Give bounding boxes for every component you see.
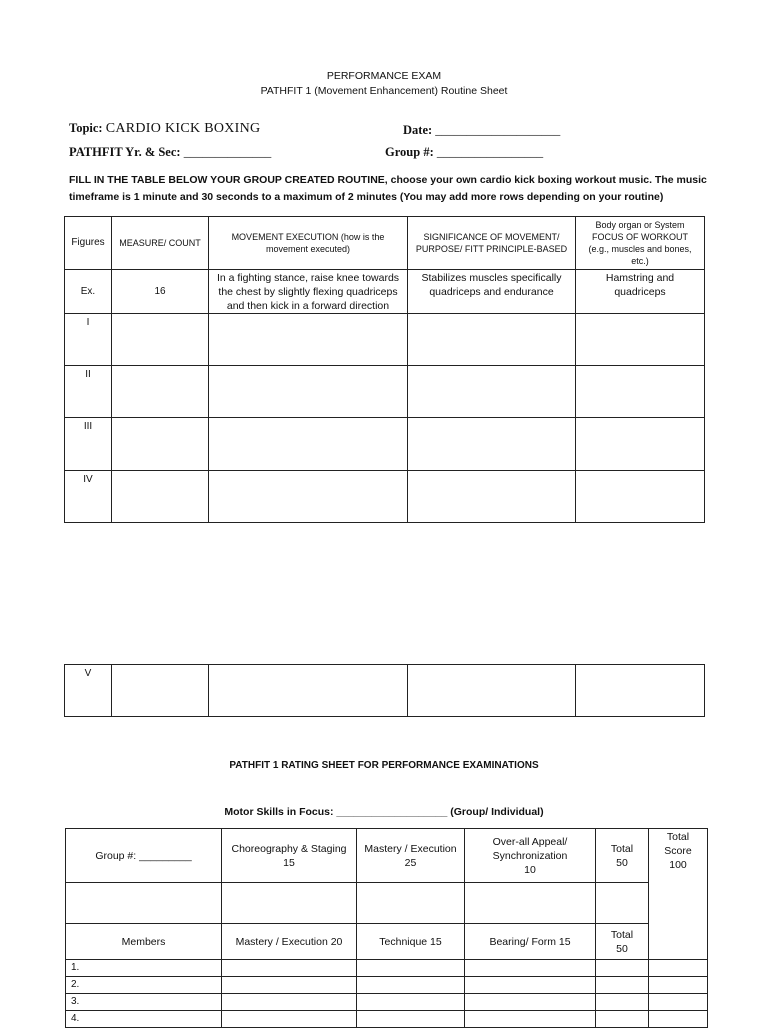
- routine-header-row: [65, 217, 705, 270]
- topic-field: [69, 121, 260, 137]
- rating-header-row: [66, 829, 708, 883]
- table-cell: [596, 960, 649, 977]
- table-cell: [112, 314, 209, 366]
- members-header: Members: [66, 924, 222, 960]
- total-score-points: 100: [669, 859, 687, 871]
- exam-title: PERFORMANCE EXAM: [326, 70, 442, 82]
- member-number: 1.: [66, 960, 222, 977]
- members-header-row: [66, 924, 708, 960]
- table-cell: [408, 418, 576, 471]
- header-significance: SIGNIFICANCE OF MOVEMENT/ PURPOSE/ FITT PRINCIPLE-BASED: [408, 217, 576, 270]
- choreography-header: [222, 829, 357, 883]
- choreography-label: Choreography & Staging: [231, 842, 347, 855]
- table-cell: [222, 883, 357, 924]
- table-cell: [465, 960, 596, 977]
- choreography-points: 15: [283, 856, 295, 869]
- example-count: 16: [112, 270, 209, 314]
- table-row: [65, 471, 705, 523]
- member-number: 4.: [66, 1011, 222, 1028]
- table-row: [66, 994, 708, 1011]
- table-cell: [576, 471, 705, 523]
- bearing-header: Bearing/ Form 15: [465, 924, 596, 960]
- figure-label: V: [65, 665, 112, 717]
- table-cell: [209, 418, 408, 471]
- table-cell: [408, 471, 576, 523]
- table-cell: [465, 1011, 596, 1028]
- table-cell: [649, 960, 708, 977]
- yr-sec-field: [69, 145, 271, 160]
- rating-table: [65, 828, 708, 1028]
- instructions-line-2: timeframe is 1 minute and 30 seconds to a maximum of 2 minutes (You may add more rows depending on your routine): [69, 191, 664, 203]
- table-cell: [222, 960, 357, 977]
- instructions: [69, 172, 709, 206]
- motor-skills-label: Motor Skills in Focus: ___________________ (Group/ Individual): [224, 806, 544, 818]
- group-field: [385, 145, 543, 160]
- table-row: [65, 418, 705, 471]
- table-cell: [576, 665, 705, 717]
- table-cell: [357, 960, 465, 977]
- figure-label: IV: [65, 471, 112, 523]
- table-cell: [357, 977, 465, 994]
- total-score-label: Total Score: [664, 831, 692, 857]
- table-row: [66, 977, 708, 994]
- table-row: [65, 366, 705, 418]
- figure-label: II: [65, 366, 112, 418]
- date-blank: ____________________: [435, 123, 561, 137]
- figure-label: III: [65, 418, 112, 471]
- group-number-cell: Group #: _________: [66, 829, 222, 883]
- table-cell: [66, 883, 222, 924]
- date-field: [403, 123, 560, 138]
- table-cell: [209, 314, 408, 366]
- table-cell: [596, 977, 649, 994]
- example-figure: Ex.: [65, 270, 112, 314]
- table-cell: [576, 314, 705, 366]
- mastery-header: [357, 829, 465, 883]
- table-row: [65, 314, 705, 366]
- yr-sec-blank: ______________: [183, 145, 272, 159]
- header-figures: Figures: [65, 217, 112, 270]
- technique-header: Technique 15: [357, 924, 465, 960]
- table-cell: [357, 1011, 465, 1028]
- group-blank: _________________: [436, 145, 544, 159]
- table-cell: [649, 1011, 708, 1028]
- table-cell: [112, 366, 209, 418]
- header-organ-line-3: (e.g., muscles and bones, etc.): [588, 244, 692, 266]
- mastery-20-header: Mastery / Execution 20: [222, 924, 357, 960]
- total-header: [596, 829, 649, 883]
- table-cell: [112, 665, 209, 717]
- table-cell: [357, 994, 465, 1011]
- topic-label: Topic:: [69, 121, 103, 135]
- table-cell: [209, 366, 408, 418]
- table-cell: [576, 418, 705, 471]
- yr-sec-label: PATHFIT Yr. & Sec:: [69, 145, 181, 159]
- table-cell: [465, 994, 596, 1011]
- table-cell: [222, 977, 357, 994]
- rating-title: PATHFIT 1 RATING SHEET FOR PERFORMANCE EXAMINATIONS: [229, 760, 539, 771]
- table-cell: [209, 665, 408, 717]
- figure-label: I: [65, 314, 112, 366]
- table-cell: [408, 665, 576, 717]
- table-row: [65, 270, 705, 314]
- total-2-points: 50: [616, 942, 628, 955]
- table-row: [66, 1011, 708, 1028]
- table-cell: [649, 977, 708, 994]
- table-cell: [222, 994, 357, 1011]
- table-cell: [596, 994, 649, 1011]
- appeal-label: Over-all Appeal/ Synchronization: [492, 835, 568, 862]
- total-label: Total: [610, 842, 634, 855]
- header-organ: [576, 217, 705, 270]
- header-movement: MOVEMENT EXECUTION (how is the movement executed): [209, 217, 408, 270]
- instructions-line-1: FILL IN THE TABLE BELOW YOUR GROUP CREATED ROUTINE, choose your own cardio kick boxing workout music. The music: [69, 174, 707, 186]
- table-cell: [465, 883, 596, 924]
- mastery-label: Mastery / Execution: [364, 842, 457, 855]
- table-cell: [222, 1011, 357, 1028]
- header-organ-line-1: Body organ or System: [595, 220, 685, 230]
- total-points: 50: [616, 856, 628, 869]
- table-row: [65, 665, 705, 717]
- date-label: Date:: [403, 123, 433, 137]
- member-number: 2.: [66, 977, 222, 994]
- table-cell: [112, 471, 209, 523]
- member-number: 3.: [66, 994, 222, 1011]
- appeal-header: [465, 829, 596, 883]
- table-cell: [408, 366, 576, 418]
- table-cell: [596, 883, 649, 924]
- table-cell: [596, 1011, 649, 1028]
- table-cell: [408, 314, 576, 366]
- appeal-points: 10: [524, 863, 536, 876]
- mastery-points: 25: [404, 856, 417, 869]
- total-score-header: [649, 829, 708, 960]
- table-cell: [465, 977, 596, 994]
- total-2-label: Total: [610, 928, 634, 941]
- table-cell: [649, 994, 708, 1011]
- table-cell: [209, 471, 408, 523]
- header-measure: MEASURE/ COUNT: [112, 217, 209, 270]
- example-movement: In a fighting stance, raise knee towards the chest by slightly flexing quadriceps and then kick in a forward direction: [209, 270, 408, 314]
- example-significance: Stabilizes muscles specifically quadriceps and endurance: [408, 270, 576, 314]
- group-label: Group #:: [385, 145, 434, 159]
- table-row: [66, 960, 708, 977]
- table-cell: [576, 366, 705, 418]
- total-2-header: [596, 924, 649, 960]
- example-organ: Hamstring and quadriceps: [576, 270, 705, 314]
- routine-table-continued: [64, 664, 705, 717]
- table-cell: [112, 418, 209, 471]
- exam-subtitle: PATHFIT 1 (Movement Enhancement) Routine Sheet: [260, 85, 508, 97]
- topic-value: CARDIO KICK BOXING: [105, 121, 261, 136]
- table-cell: [357, 883, 465, 924]
- table-row: [66, 883, 708, 924]
- routine-table: [64, 216, 705, 523]
- header-organ-line-2: FOCUS OF WORKOUT: [592, 232, 688, 242]
